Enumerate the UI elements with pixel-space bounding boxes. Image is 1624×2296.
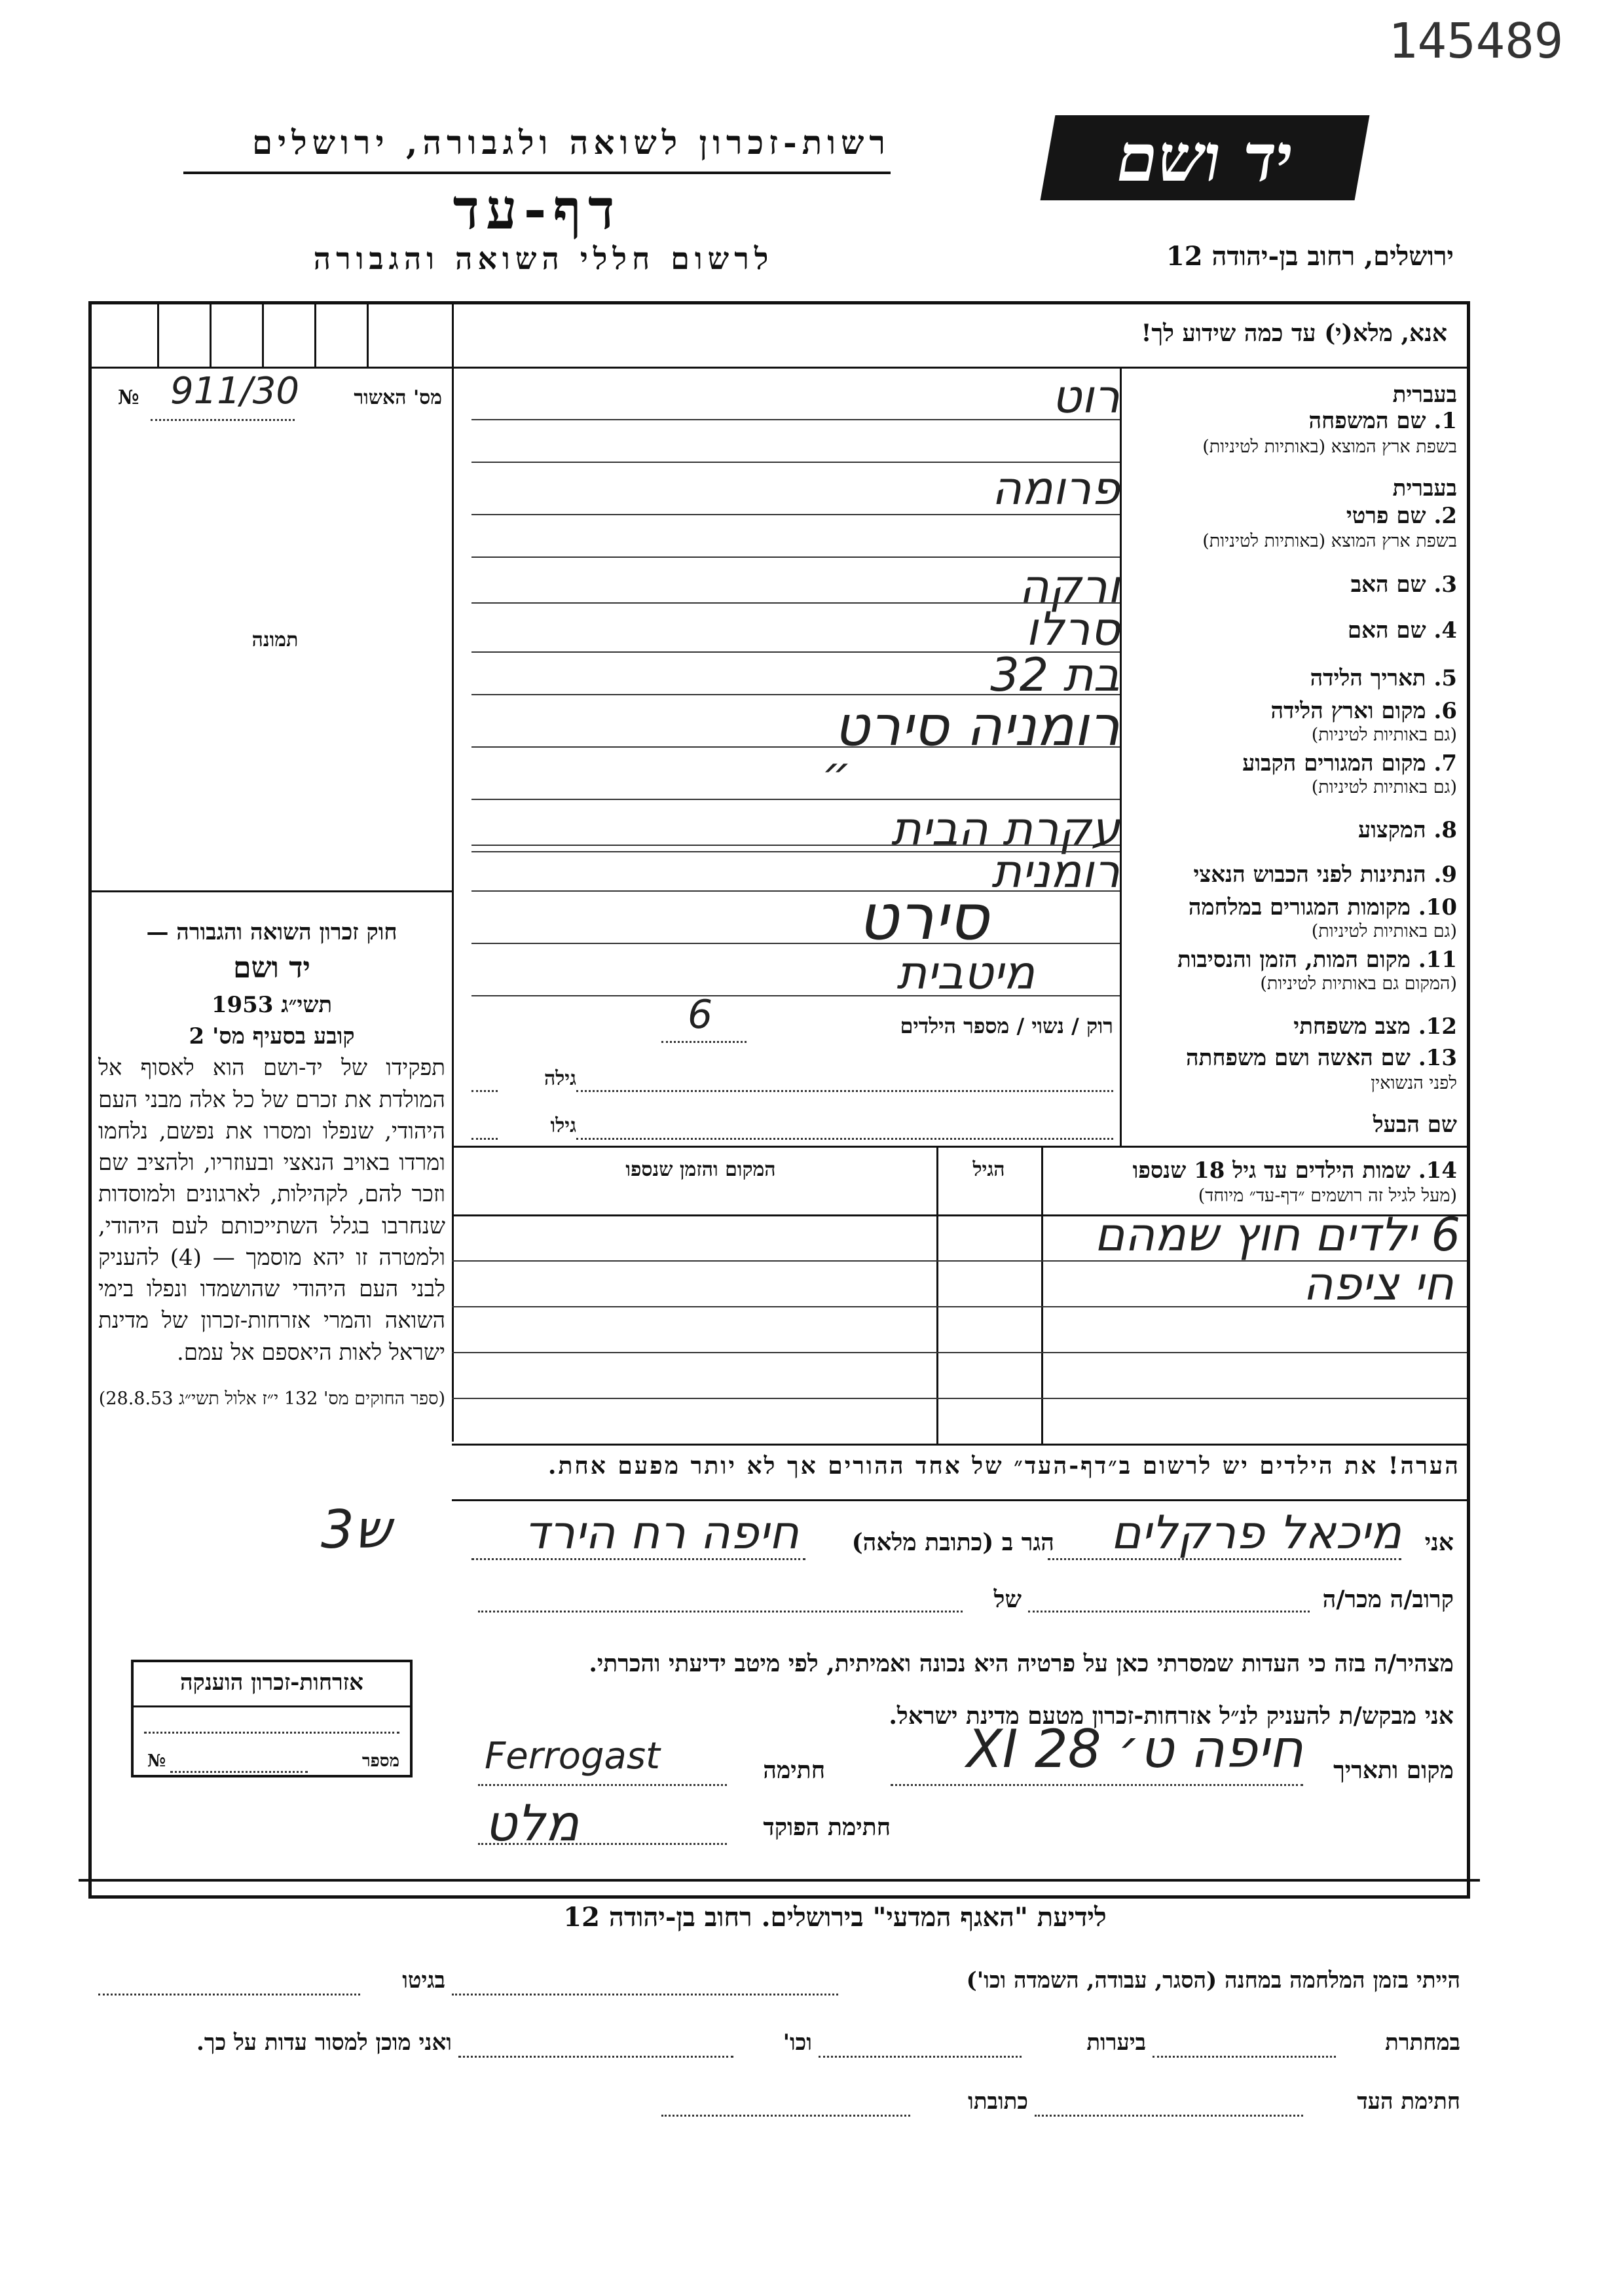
law-text bbox=[98, 917, 445, 1412]
field-7-sub: (גם באותיות לטיניות) bbox=[1311, 777, 1457, 797]
bottom-line-1-a: הייתי בזמן המלחמה במחנה (הסגר, עבודה, השמדה וכו') bbox=[966, 1967, 1460, 1994]
field-11-sub: (המקום גם באותיות לטיניות) bbox=[1260, 974, 1457, 994]
bottom-line-1-b: בגיטו bbox=[402, 1967, 445, 1994]
field-3-label: 3. שם האב bbox=[1350, 572, 1457, 598]
field-4-label: 4. שם האם bbox=[1347, 617, 1457, 644]
field-7-label: 7. מקום המגורים הקבוע bbox=[1242, 750, 1457, 776]
husband-age-label: גילו bbox=[550, 1114, 576, 1137]
yad-vashem-logo: יד ושם bbox=[1041, 115, 1370, 200]
left-column-divider bbox=[452, 302, 454, 1442]
photo-bottom-rule bbox=[90, 890, 452, 892]
field-10-value: סירט bbox=[857, 881, 989, 954]
children-age-column: הגיל bbox=[972, 1158, 1005, 1181]
top-boxes-bottom-rule bbox=[90, 367, 452, 369]
approval-number-value: 911/30 bbox=[170, 370, 300, 412]
margin-note: 3ש bbox=[321, 1499, 392, 1560]
law-heading: חוק זכרון השואה והגבורה — bbox=[146, 919, 397, 945]
field-6-value: רומניה סירט bbox=[834, 694, 1120, 758]
field-2-sub: בשפת ארץ המוצא (באותיות לטיניות) bbox=[1202, 531, 1457, 551]
declaration-resides-value: חיפה רח הירד bbox=[524, 1506, 799, 1559]
wife-age-label: גילה bbox=[544, 1067, 576, 1090]
field-13-label: 13. שם האשה ושם משפחתה bbox=[1186, 1045, 1457, 1071]
field-11-value: מיטבית bbox=[896, 946, 1035, 1000]
approval-label: מס' האשור bbox=[354, 386, 442, 409]
children-sub: (מעל לגיל זה רושמים ״דף-עד״ מיוחד) bbox=[1198, 1186, 1457, 1206]
declaration-i-value: מיכאל פרקלים bbox=[1111, 1506, 1401, 1559]
signature-value: Ferrogast bbox=[485, 1735, 660, 1777]
declaration-resides-label: הגר ב (כתובת מלאה) bbox=[851, 1529, 1054, 1556]
children-row-1: 6 ילדים חוץ שמהם bbox=[1094, 1208, 1460, 1262]
approval-no-mark: № bbox=[118, 386, 139, 409]
field-6-sub: (גם באותיות לטיניות) bbox=[1311, 725, 1457, 745]
header-address: ירושלים, רחוב בן-יהודה 12 bbox=[1166, 241, 1454, 272]
field-9-value: רומנית bbox=[991, 845, 1120, 898]
field-1-heb-label: בעברית bbox=[1392, 382, 1457, 408]
officer-signature-value: מלט bbox=[485, 1794, 580, 1852]
children-place-column: המקום והזמן שנספו bbox=[625, 1158, 776, 1181]
field-10-sub: (גם באותיות לטיניות) bbox=[1311, 921, 1457, 941]
marital-options: רוק / נשוי / מספר הילדים bbox=[900, 1013, 1113, 1038]
bottom-line-2-d: ואני מוכן למסור עדות על כך. bbox=[196, 2030, 452, 2056]
citizenship-box-title: אזרחות-זכרון הוענקה bbox=[180, 1669, 363, 1696]
law-name: יד ושם bbox=[233, 951, 310, 985]
place-date-label: מקום ותאריך bbox=[1333, 1757, 1454, 1784]
children-count-value: 6 bbox=[688, 992, 713, 1038]
bottom-line-2-a: במחתרת bbox=[1385, 2030, 1460, 2056]
bottom-line-2-c: וכו' bbox=[783, 2030, 812, 2056]
authority-heading: רשות-זכרון לשואה ולגבורה, ירושלים bbox=[251, 123, 891, 162]
form-title: דף-עד bbox=[452, 177, 621, 242]
field-5-label: 5. תאריך הלידה bbox=[1310, 665, 1457, 691]
law-ref: (ספר החוקים מס' 132 י״ז אלול תשי״ג 28.8.53) bbox=[98, 1388, 445, 1409]
field-6-label: 6. מקום וארץ הלידה bbox=[1270, 698, 1457, 724]
field-1-sub: בשפת ארץ המוצא (באותיות לטיניות) bbox=[1202, 437, 1457, 457]
field-8-value: עקרת הבית bbox=[891, 802, 1120, 856]
field-10-label: 10. מקומות המגורים במלחמה bbox=[1188, 894, 1457, 920]
law-year-heb: תשי״ג bbox=[281, 991, 333, 1018]
page-number: 145489 bbox=[1388, 13, 1564, 69]
bottom-line-3-a: חתימת העד bbox=[1357, 2088, 1460, 2115]
place-date-value: חיפה ט׳ 28 XI bbox=[967, 1719, 1303, 1779]
children-note: הערה! את הילדים יש לרשום ב״דף-העד״ של אחד ההורים אך לא יותר מפעם אחת. bbox=[547, 1452, 1460, 1480]
citizenship-number-mark: № bbox=[147, 1751, 166, 1771]
signature-label: חתימה bbox=[763, 1757, 825, 1784]
field-1-value: רוט bbox=[1052, 370, 1120, 424]
field-13-sub: לפני הנשואין bbox=[1371, 1073, 1457, 1093]
field-9-label: 9. הנתינות לפני הכבוש הנאצי bbox=[1193, 862, 1457, 888]
officer-signature-label: חתימת הפוקד bbox=[763, 1813, 891, 1841]
field-5-value: בת 32 bbox=[990, 648, 1120, 702]
instruction-text: אנא, מלא(י) עד כמה שידוע לך! bbox=[1141, 319, 1447, 347]
form-subtitle: לרשום חללי השואה והגבורה bbox=[313, 241, 774, 276]
label-column-divider bbox=[1120, 367, 1122, 1146]
declaration-i-label: אני bbox=[1424, 1529, 1454, 1556]
bottom-line-2-b: ביערות bbox=[1086, 2030, 1146, 2056]
bottom-section-rule bbox=[79, 1879, 1480, 1882]
field-3-value: ורקה bbox=[1019, 560, 1120, 613]
declaration-statement: מצהיר/ה בזה כי העדות שמסרתי כאן על פרטיה היא נכונה ואמיתית, לפי מיטב ידיעתי והכרתי. bbox=[589, 1650, 1454, 1677]
law-body: תפקידו של יד-ושם הוא לאסוף אל המולדת את זכרם של כל אלה מבני העם היהודי, שנפלו ומסרו את נפשם, נלחמו ומרדו באויב הנאצי ובעוזריו, ולהציב שם וזכר להם, לקהילות, לארגונים ולמוסדות שנחרבו בגלל השתייכותם לעם היהודי, ולמטרה זו יהא מוסמך — (4) להעניק לבני העם היהודי שהושמדו ונפלו בימי השואה והמרי אזרחות-זכרון של מדינת ישראל לאות היאספם אל עמם. bbox=[98, 1055, 445, 1366]
instruction-rule bbox=[452, 367, 1467, 369]
children-row-2: חי ציפה bbox=[1302, 1257, 1454, 1311]
citizenship-number-label: מספר bbox=[361, 1751, 399, 1771]
declaration-request: אני מבקש/ת להעניק לנ״ל אזרחות-זכרון מטעם מדינת ישראל. bbox=[889, 1702, 1454, 1730]
declaration-relative-label: קרוב/ה מכר/ה bbox=[1322, 1586, 1454, 1613]
declaration-of-label: של bbox=[993, 1586, 1022, 1613]
field-2-label: 2. שם פרטי bbox=[1346, 503, 1457, 529]
field-11-label: 11. מקום המות, הזמן והנסיבות bbox=[1177, 947, 1457, 973]
bottom-line-3-b: כתובתו bbox=[968, 2088, 1028, 2115]
field-2-value: פרומה bbox=[991, 462, 1120, 515]
children-label: 14. שמות הילדים עד גיל 18 שנספו bbox=[1132, 1157, 1457, 1184]
photo-label: תמונה bbox=[251, 629, 299, 651]
field-1-label: 1. שם המשפחה bbox=[1308, 408, 1457, 434]
field-7-value: ״ bbox=[821, 746, 851, 800]
field-2-heb-label: בעברית bbox=[1392, 475, 1457, 501]
field-8-label: 8. המקצוע bbox=[1357, 817, 1457, 843]
law-section: קובע בסעיף מס' 2 bbox=[189, 1023, 355, 1049]
law-year: 1953 bbox=[211, 991, 274, 1018]
header-rule bbox=[183, 172, 891, 174]
field-12-label: 12. מצב משפחתי bbox=[1293, 1013, 1457, 1040]
children-top-rule bbox=[452, 1146, 1467, 1148]
husband-label: שם הבעל bbox=[1373, 1112, 1457, 1138]
field-4-value: סרלו bbox=[1025, 602, 1120, 656]
bottom-title: לידיעת "האגף המדעי" בירושלים. רחוב בן-יהודה 12 bbox=[563, 1902, 1107, 1933]
